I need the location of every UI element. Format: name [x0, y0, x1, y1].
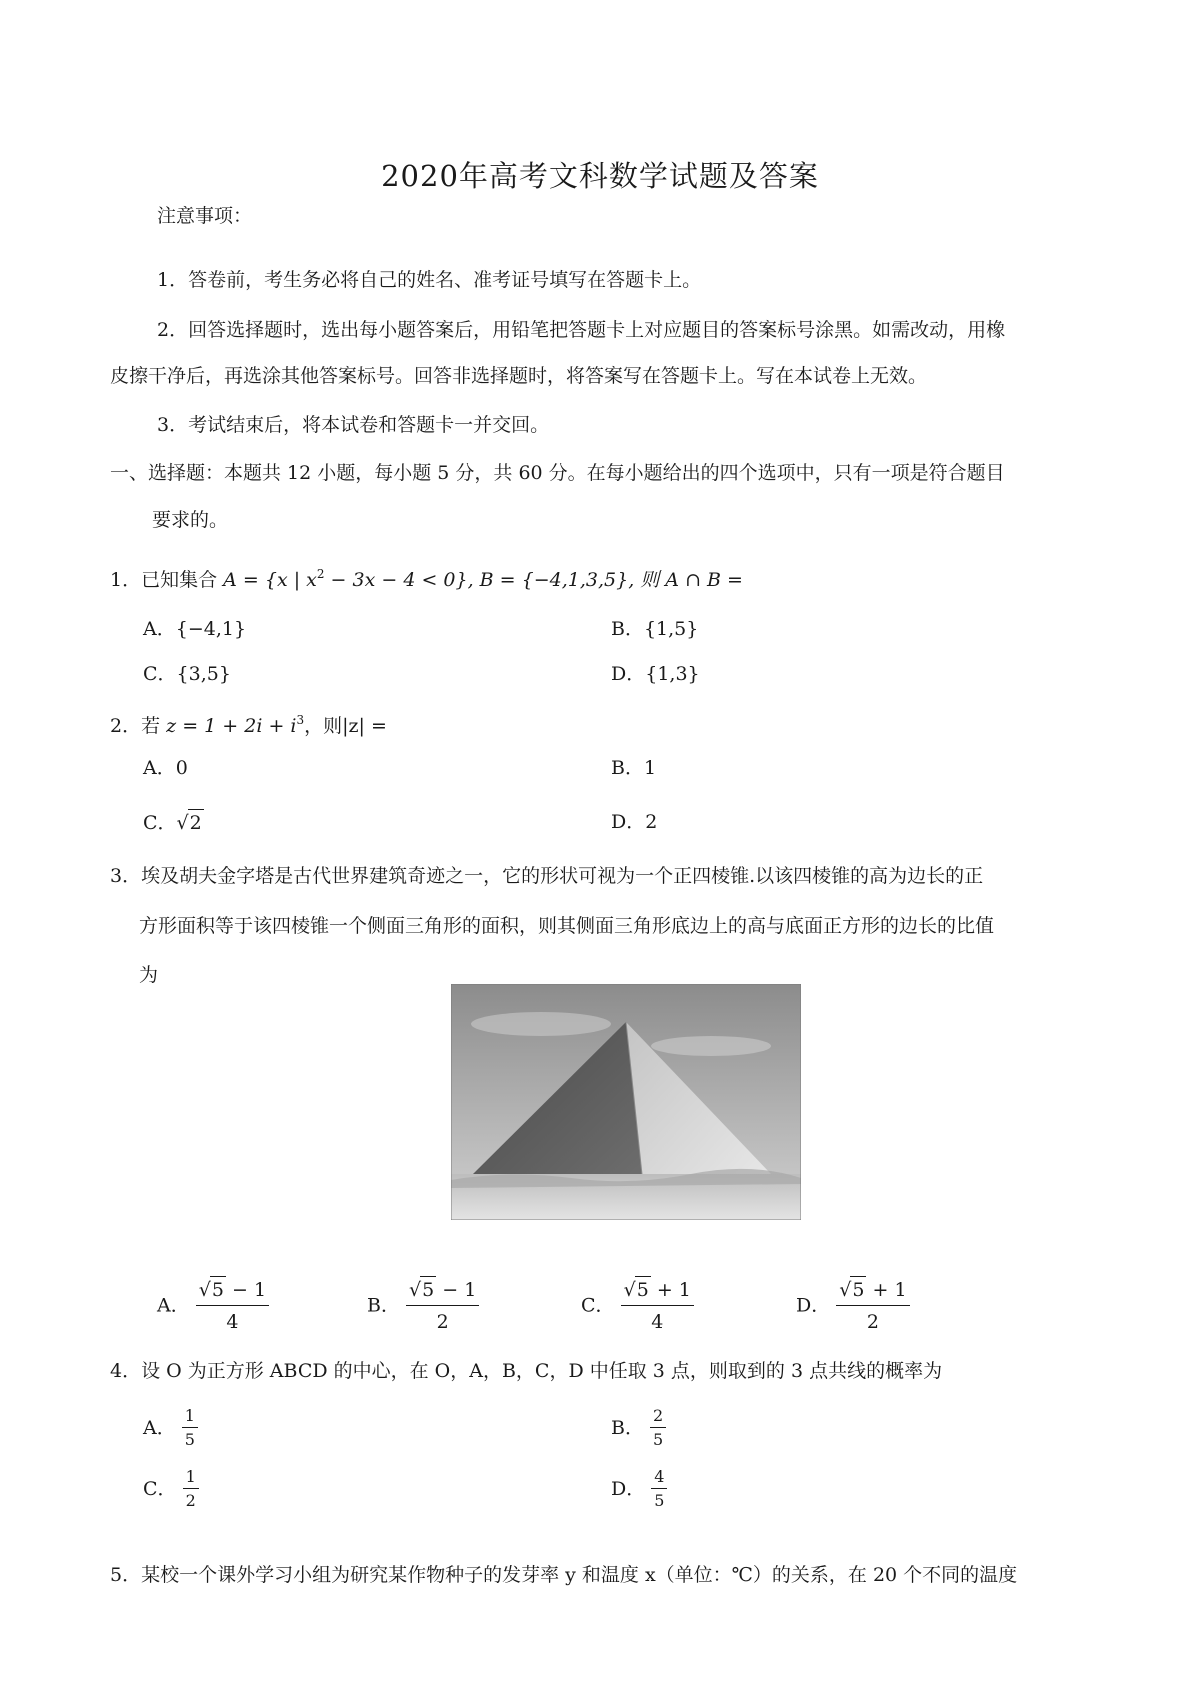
q3-option-b: [367, 1276, 479, 1335]
question-3-line: 为: [139, 964, 159, 986]
option-label: C．: [581, 1294, 615, 1317]
q2-option-c: [143, 809, 204, 836]
fraction: [406, 1276, 479, 1335]
option-value: {1,5}: [643, 618, 699, 640]
fraction: [621, 1276, 694, 1335]
option-label: B．: [611, 1417, 644, 1439]
page-title: 2020年高考文科数学试题及答案: [381, 159, 819, 193]
pyramid-image: [451, 984, 801, 1220]
q3-option-d: [796, 1276, 910, 1335]
notice-item: 1．答卷前，考生务必将自己的姓名、准考证号填写在答题卡上。: [157, 269, 702, 291]
q1-option-b: [611, 616, 698, 642]
option-label: D．: [611, 663, 646, 685]
option-label: A．: [143, 1417, 176, 1439]
fraction: [651, 1468, 667, 1510]
question-4: 4．设 O 为正方形 ABCD 的中心，在 O，A，B，C，D 中任取 3 点，则取到的 3 点共线的概率为: [110, 1360, 943, 1382]
numerator: 2: [650, 1407, 666, 1428]
radicand: 5: [850, 1276, 866, 1303]
option-label: B．: [367, 1294, 400, 1317]
fraction: [183, 1468, 199, 1510]
option-label: D．: [611, 811, 646, 833]
question-3-line: 3．埃及胡夫金字塔是古代世界建筑奇迹之一，它的形状可视为一个正四棱锥.以该四棱锥的高为边长的正: [110, 865, 984, 887]
option-value: 0: [175, 757, 188, 779]
denominator: 4: [651, 1311, 664, 1333]
q2-option-d: [611, 809, 657, 835]
numerator-rest: − 1: [436, 1279, 477, 1301]
option-label: B．: [611, 618, 644, 640]
option-label: C．: [143, 1478, 177, 1500]
question-2-expr: z = 1 + 2i + i: [166, 715, 297, 737]
question-2-prefix: 2．若: [110, 715, 161, 737]
option-label: C．: [143, 812, 177, 834]
q4-option-d: [611, 1468, 667, 1510]
question-1-set-rest: − 3x − 4 < 0}, B = {−4,1,3,5}, 则 A ∩ B =: [324, 569, 743, 591]
fraction: [182, 1407, 198, 1449]
fraction: [196, 1276, 269, 1335]
option-value: {−4,1}: [175, 618, 247, 640]
numerator-rest: + 1: [866, 1279, 907, 1301]
question-3-line: 方形面积等于该四棱锥一个侧面三角形的面积，则其侧面三角形底边上的高与底面正方形的边长的比值: [139, 915, 995, 937]
denominator: 4: [226, 1311, 239, 1333]
q3-option-a: [157, 1276, 269, 1335]
denominator: 5: [654, 1491, 665, 1510]
question-1-set-a: A = {x | x: [223, 569, 317, 591]
q4-option-c: [143, 1468, 199, 1510]
option-label: A．: [143, 618, 176, 640]
sqrt-symbol: √5: [409, 1276, 436, 1303]
radicand: 5: [420, 1276, 436, 1303]
question-1-prefix: 1．已知集合: [110, 569, 218, 591]
question-5: 5．某校一个课外学习小组为研究某作物种子的发芽率 y 和温度 x（单位：℃）的关系，在 20 个不同的温度: [110, 1564, 1018, 1586]
notice-item: 皮擦干净后，再选涂其他答案标号。回答非选择题时，将答案写在答题卡上。写在本试卷上无效。: [110, 365, 928, 387]
numerator-rest: − 1: [225, 1279, 267, 1301]
denominator: 5: [653, 1430, 664, 1449]
sqrt-symbol: √5: [199, 1276, 226, 1303]
option-label: A．: [143, 757, 176, 779]
numerator: 1: [183, 1468, 199, 1489]
denominator: 2: [436, 1311, 449, 1333]
denominator: 2: [185, 1491, 196, 1510]
question-1-exponent: 2: [316, 567, 325, 581]
option-label: D．: [796, 1294, 831, 1317]
option-label: B．: [611, 757, 644, 779]
q2-option-b: [611, 755, 656, 781]
option-label: C．: [143, 663, 177, 685]
q1-option-c: [143, 661, 231, 687]
radicand: 5: [210, 1276, 226, 1303]
denominator: 2: [866, 1311, 879, 1333]
q4-option-a: [143, 1407, 198, 1449]
notice-item: 2．回答选择题时，选出每小题答案后，用铅笔把答题卡上对应题目的答案标号涂黑。如需改动，用橡: [157, 319, 1006, 341]
sqrt-symbol: √5: [839, 1276, 866, 1303]
pyramid-photo: [451, 984, 801, 1220]
q2-option-a: [143, 755, 188, 781]
question-2: [110, 707, 387, 739]
numerator: 4: [651, 1468, 667, 1489]
radicand: 5: [635, 1276, 651, 1303]
option-label: A．: [157, 1294, 190, 1317]
option-value: {3,5}: [176, 663, 231, 685]
question-1: [110, 561, 743, 593]
option-label: D．: [611, 1478, 646, 1500]
q1-option-d: [611, 661, 700, 687]
question-2-exponent: 3: [296, 713, 305, 727]
q3-option-c: [581, 1276, 694, 1335]
numerator: 1: [182, 1407, 198, 1428]
notice-item: 3．考试结束后，将本试卷和答题卡一并交回。: [157, 414, 550, 436]
question-2-suffix: ，则|z| =: [304, 715, 387, 737]
notice-heading: 注意事项：: [157, 205, 253, 227]
section-heading-cont: 要求的。: [152, 509, 229, 531]
q1-option-a: [143, 616, 246, 642]
numerator-rest: + 1: [650, 1279, 691, 1301]
option-value: {1,3}: [645, 663, 700, 685]
q4-option-b: [611, 1407, 666, 1449]
option-value: 2: [645, 811, 658, 833]
option-value: 1: [643, 757, 657, 779]
fraction: [836, 1276, 909, 1335]
radicand: 2: [188, 809, 204, 836]
sqrt-symbol: √2: [177, 809, 204, 836]
denominator: 5: [184, 1430, 195, 1449]
sqrt-symbol: √5: [624, 1276, 651, 1303]
section-heading: 一、选择题：本题共 12 小题，每小题 5 分，共 60 分。在每小题给出的四个选项中，只有一项是符合题目: [110, 462, 1005, 484]
fraction: [650, 1407, 666, 1449]
